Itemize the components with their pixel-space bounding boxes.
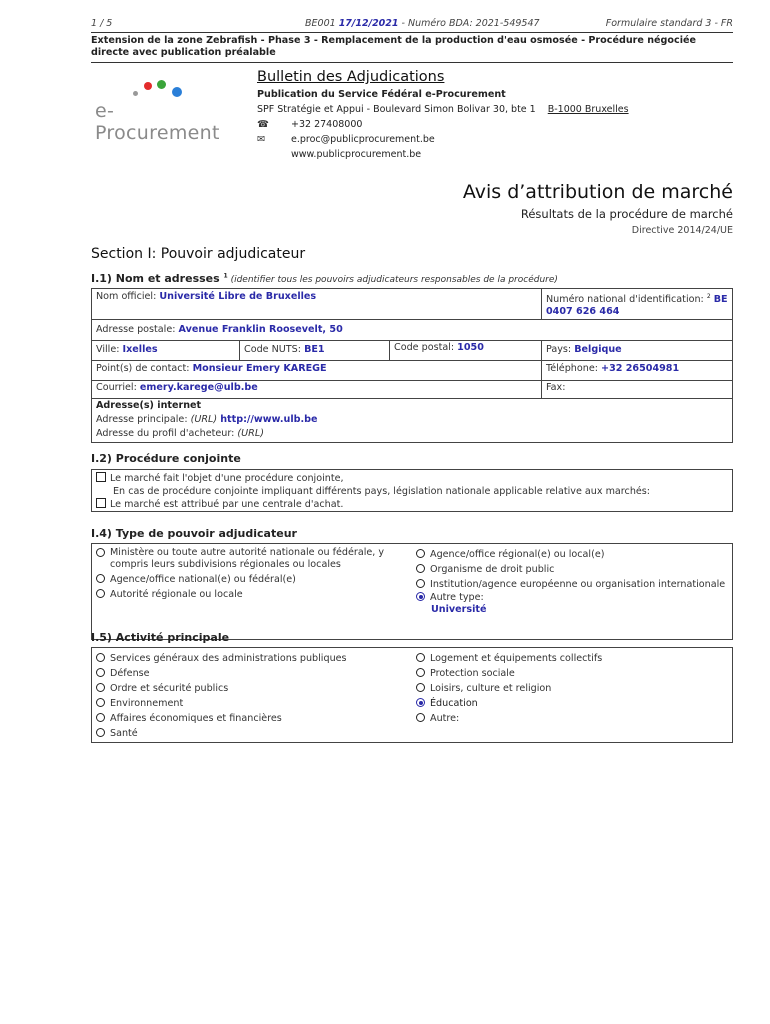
official-name: Université Libre de Bruxelles (159, 291, 317, 302)
postal-address: Avenue Franklin Roosevelt, 50 (178, 324, 343, 335)
joint-procedure-box: Le marché fait l'objet d'une procédure conjointe, En cas de procédure conjointe impliquant différents pays, législation nationale applicable relative aux marchés: Le marché est attribué par une centrale d'achat. (91, 469, 733, 512)
radio-affaires-economiques[interactable] (96, 713, 105, 722)
e-procurement-logo (95, 78, 225, 144)
radio-defense[interactable] (96, 668, 105, 677)
page-number: 1 / 5 (91, 18, 113, 29)
radio-education[interactable] (416, 698, 425, 707)
subsection-i2-title: I.2) Procédure conjointe (91, 452, 241, 465)
country: Belgique (574, 344, 622, 355)
bulletin-website: www.publicprocurement.be (291, 149, 422, 160)
nuts-code: BE1 (304, 344, 325, 355)
notice-heading (463, 181, 733, 236)
form-type: Formulaire standard 3 - FR (605, 18, 733, 29)
subsection-i1-title: I.1) Nom et adresses $^1$ (identifier tous les pouvoirs adjudicateurs responsables de la procédure) (91, 272, 558, 285)
radio-ordre-securite[interactable] (96, 683, 105, 692)
bulletin-email: e.proc@publicprocurement.be (291, 134, 435, 145)
subsection-i5-title: I.5) Activité principale (91, 631, 230, 644)
notice-subtitle: Résultats de la procédure de marché (520, 207, 733, 221)
radio-sante[interactable] (96, 728, 105, 737)
authority-type-right: Agence/office régional(e) ou local(e) Organisme de droit public Institution/agence européenne ou organisation internationale Autre type: Université (416, 547, 730, 616)
bulletin-publisher: Publication du Service Fédéral e-Procurement (257, 89, 506, 100)
authority-type-box (91, 543, 733, 640)
radio-logement[interactable] (416, 653, 425, 662)
table-row: Ville: Ixelles Code NUTS: BE1 Code postal: 1050 Pays: Belgique (92, 341, 732, 361)
joint-procedure-checkbox[interactable] (96, 472, 106, 482)
logo-dot-red (144, 82, 152, 90)
postal-code: 1050 (457, 342, 484, 353)
logo-dot-green (157, 80, 166, 89)
radio-ministere[interactable] (96, 548, 105, 557)
email: emery.karege@ulb.be (139, 382, 258, 393)
radio-institution-europeenne[interactable] (416, 579, 425, 588)
national-id: BE 0407 626 464 (546, 294, 728, 318)
bulletin-phone: +32 27408000 (291, 119, 363, 130)
logo-dot-grey (133, 91, 138, 96)
logo-dot-blue (172, 87, 182, 97)
contracting-authority-table (91, 288, 733, 443)
radio-environnement[interactable] (96, 698, 105, 707)
radio-agence-regionale[interactable] (416, 549, 425, 558)
bulletin-title: Bulletin des Adjudications (257, 69, 445, 85)
autre-type-value: Université (431, 604, 487, 615)
main-activity-box (91, 647, 733, 743)
bulletin-address: SPF Stratégie et Appui - Boulevard Simon Bolivar 30, bte 1 B-1000 Bruxelles (257, 104, 629, 115)
activity-right: Logement et équipements collectifs Protection sociale Loisirs, culture et religion Éducation Autre: (416, 651, 730, 726)
notice-subject: Extension de la zone Zebrafish - Phase 3 - Remplacement de la production d'eau osmosée - Procédure négociée directe avec publication préalable (91, 35, 697, 58)
radio-autre-type[interactable] (416, 592, 425, 601)
logo-text: e-Procurement (95, 100, 220, 144)
radio-services-generaux[interactable] (96, 653, 105, 662)
authority-type-left: Ministère ou toute autre autorité nationale ou fédérale, y compris leurs subdivisions régionales ou locales Agence/office national(e) ou fédéral(e) Autorité régionale ou locale (96, 547, 386, 602)
notice-title: Avis d’attribution de marché (462, 181, 733, 203)
table-row: Adresse(s) internet Adresse principale: (URL) http://www.ulb.be Adresse du profil d'acheteur: (URL) (92, 399, 732, 442)
phone-icon: ☎ (257, 119, 269, 130)
radio-autre-activite[interactable] (416, 713, 425, 722)
running-header (91, 18, 733, 32)
bulletin-city: B-1000 Bruxelles (547, 104, 629, 115)
publication-date: 17/12/2021 (338, 18, 399, 29)
divider (91, 62, 733, 63)
telephone: +32 26504981 (601, 363, 680, 374)
city: Ixelles (122, 344, 158, 355)
radio-loisirs[interactable] (416, 683, 425, 692)
envelope-icon: ✉ (257, 134, 265, 145)
subsection-i4-title: I.4) Type de pouvoir adjudicateur (91, 527, 297, 540)
contact-person: Monsieur Emery KAREGE (192, 363, 327, 374)
table-row: Nom officiel: Université Libre de Bruxelles Numéro national d'identification: $^2$ BE 0407 626 464 (92, 289, 732, 320)
table-row: Point(s) de contact: Monsieur Emery KAREGE Téléphone: +32 26504981 (92, 361, 732, 381)
reference-line: BE001 17/12/2021 - Numéro BDA: 2021-549547 (305, 18, 540, 29)
main-url-link[interactable]: http://www.ulb.be (220, 414, 318, 425)
section-title: Section I: Pouvoir adjudicateur (91, 246, 306, 262)
notice-directive: Directive 2014/24/UE (631, 225, 733, 236)
table-row: Adresse postale: Avenue Franklin Roosevelt, 50 (92, 320, 732, 341)
central-purchasing-checkbox[interactable] (96, 498, 106, 508)
radio-protection-sociale[interactable] (416, 668, 425, 677)
radio-agence-nationale[interactable] (96, 574, 105, 583)
activity-left: Services généraux des administrations publiques Défense Ordre et sécurité publics Environnement Affaires économiques et financières Santé (96, 651, 396, 741)
internet-title: Adresse(s) internet (96, 400, 202, 411)
radio-organisme-droit-public[interactable] (416, 564, 425, 573)
radio-autorite-regionale[interactable] (96, 589, 105, 598)
bulletin-block (257, 70, 629, 162)
document-page (91, 18, 733, 739)
table-row: Courriel: emery.karege@ulb.be Fax: (92, 381, 732, 399)
